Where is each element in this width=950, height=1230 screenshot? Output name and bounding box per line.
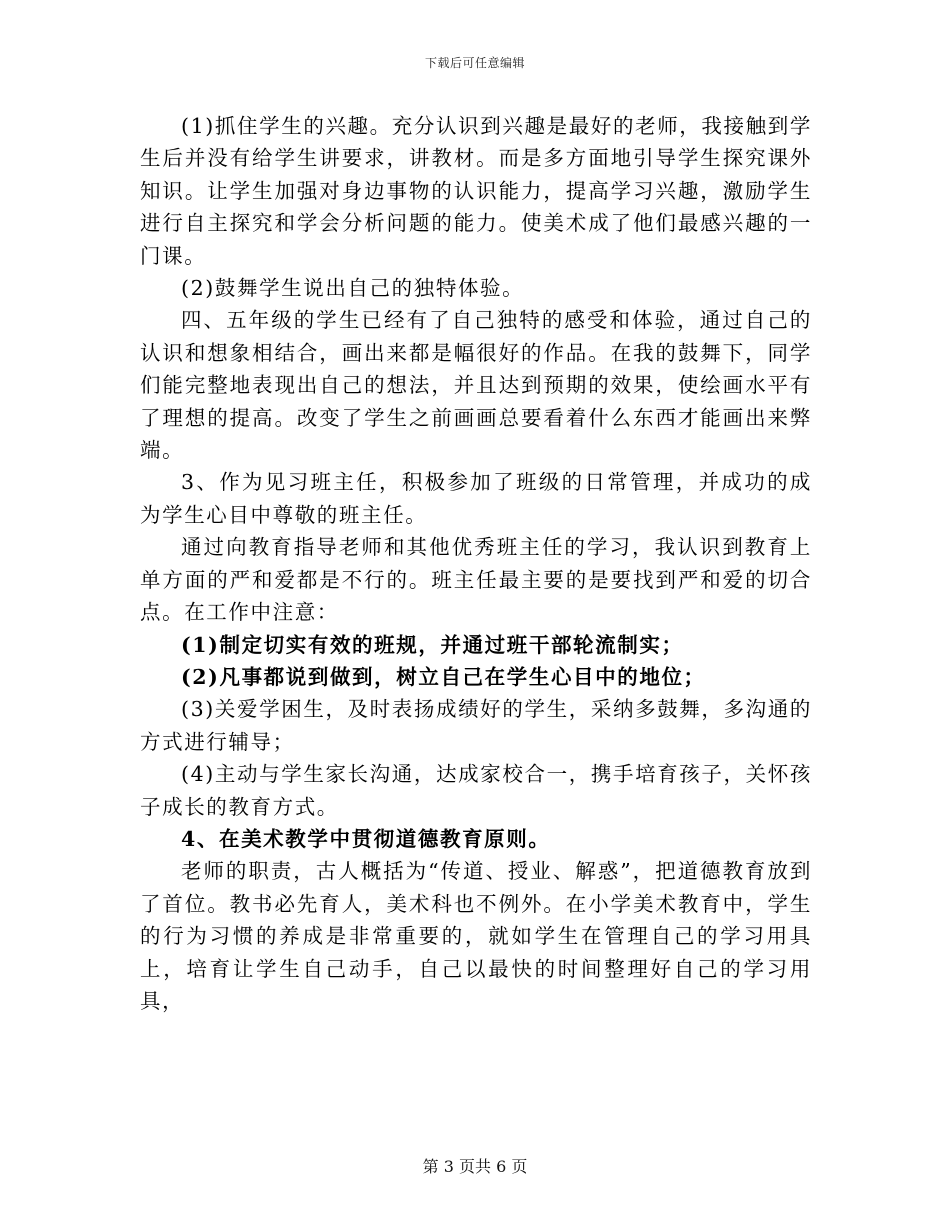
paragraph-learning-from-teachers: 通过向教育指导老师和其他优秀班主任的学习，我认识到教育上单方面的严和爱都是不行的。班主任最主要的是要找到严和爱的切合点。在工作中注意： (140, 535, 812, 625)
paragraph-class-rules: (1)制定切实有效的班规，并通过班干部轮流制实； (181, 632, 684, 657)
page-header: 下载后可任意编辑 (424, 56, 525, 70)
paragraph-parent-communication: (4)主动与学生家长沟通，达成家校合一，携手培育孩子，关怀孩子成长的教育方式。 (140, 762, 812, 819)
paragraph-moral-education-heading: 4、在美术教学中贯彻道德教育原则。 (181, 826, 551, 851)
paragraph-interest: (1)抓住学生的兴趣。充分认识到兴趣是最好的老师，我接触到学生后并没有给学生讲要求，讲教材。而是多方面地引导学生探究课外知识。让学生加强对身边事物的认识能力，提高学习兴趣，激励学生进行自主探究和学会分析问题的能力。使美术成了他们最感兴趣的一门课。 (140, 114, 812, 268)
paragraph-head-teacher: 3、作为见习班主任，积极参加了班级的日常管理，并成功的成为学生心目中尊敬的班主任。 (140, 470, 812, 527)
paragraph-teacher-duty: 老师的职责，古人概括为“传道、授业、解惑”，把道德教育放到了首位。教书必先育人，美术科也不例外。在小学美术教育中，学生的行为习惯的养成是非常重要的，就如学生在管理自己的学习用具上，培育让学生自己动手，自己以最快的时间整理好自己的学习用具， (140, 859, 812, 1013)
paragraph-encourage-experience: (2)鼓舞学生说出自己的独特体验。 (181, 276, 525, 301)
document-body (140, 110, 812, 1017)
paragraph-keep-promises: (2)凡事都说到做到，树立自己在学生心目中的地位； (181, 664, 706, 689)
paragraph-grade-four-five: 四、五年级的学生已经有了自己独特的感受和体验，通过自己的认识和想象相结合，画出来都是幅很好的作品。在我的鼓舞下，同学们能完整地表现出自己的想法，并且达到预期的效果，使绘画水平有了理想的提高。改变了学生之前画画总要看着什么东西才能画出来弊端。 (140, 308, 812, 463)
page-footer: 第 3 页共 6 页 (422, 1157, 528, 1176)
paragraph-care-students: (3)关爱学困生，及时表扬成绩好的学生，采纳多鼓舞，多沟通的方式进行辅导； (140, 697, 812, 754)
